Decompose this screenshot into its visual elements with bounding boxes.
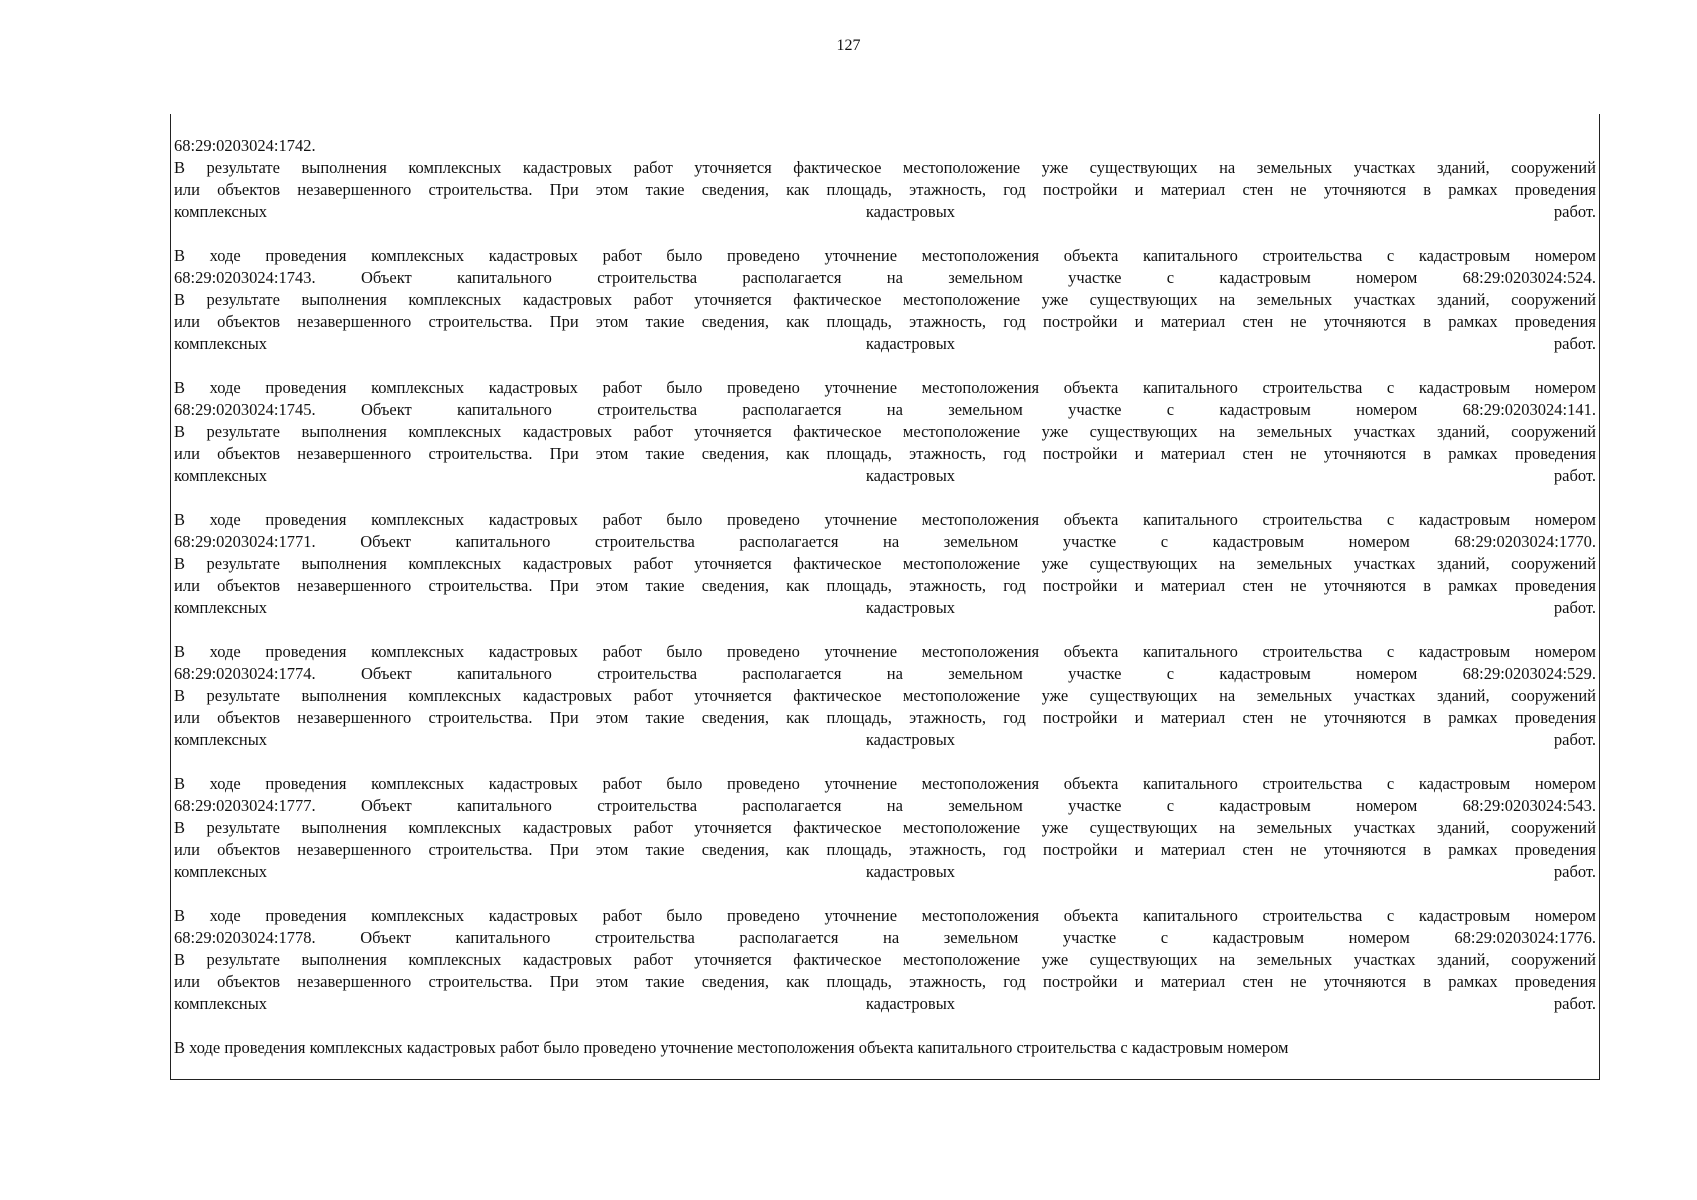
- text-line-split: [174, 333, 1596, 355]
- continuation-paragraph: [174, 135, 1596, 223]
- paragraph-gap: [174, 751, 1596, 773]
- text-line: В ходе проведения комплексных кадастровых работ было проведено уточнение местоположения объекта капитального строительства с кадастровым номером: [174, 510, 1596, 529]
- text-line: или объектов незавершенного строительства. При этом такие сведения, как площадь, этажность, год постройки и материал стен не уточняются в рамках проведения: [174, 312, 1596, 331]
- text-line-split: [174, 993, 1596, 1015]
- word: кадастровых: [865, 202, 956, 221]
- word: работ.: [1553, 862, 1596, 881]
- text-line: В результате выполнения комплексных кадастровых работ уточняется фактическое местоположение уже существующих на земельных участках зданий, сооружений: [174, 158, 1596, 177]
- text-line: или объектов незавершенного строительства. При этом такие сведения, как площадь, этажность, год постройки и материал стен не уточняются в рамках проведения: [174, 444, 1596, 463]
- word: кадастровых: [865, 862, 956, 881]
- text-line: В результате выполнения комплексных кадастровых работ уточняется фактическое местоположение уже существующих на земельных участках зданий, сооружений: [174, 818, 1596, 837]
- word: комплексных: [174, 466, 268, 485]
- word: работ.: [1553, 466, 1596, 485]
- text-line: В ходе проведения комплексных кадастровых работ было проведено уточнение местоположения объекта капитального строительства с кадастровым номером: [174, 1038, 1289, 1057]
- text-line: 68:29:0203024:1771. Объект капитального строительства располагается на земельном участке с кадастровым номером 68:29:0203024:1770.: [174, 532, 1596, 551]
- word: работ.: [1553, 994, 1596, 1013]
- text-line: В результате выполнения комплексных кадастровых работ уточняется фактическое местоположение уже существующих на земельных участках зданий, сооружений: [174, 950, 1596, 969]
- text-line: или объектов незавершенного строительства. При этом такие сведения, как площадь, этажность, год постройки и материал стен не уточняются в рамках проведения: [174, 180, 1596, 199]
- word: кадастровых: [865, 334, 956, 353]
- text-line: В ходе проведения комплексных кадастровых работ было проведено уточнение местоположения объекта капитального строительства с кадастровым номером: [174, 774, 1596, 793]
- paragraph-gap: [174, 883, 1596, 905]
- paragraph: [174, 245, 1596, 355]
- paragraph: [174, 905, 1596, 1015]
- word: комплексных: [174, 334, 268, 353]
- word: комплексных: [174, 202, 268, 221]
- word: кадастровых: [865, 730, 956, 749]
- word: работ.: [1553, 598, 1596, 617]
- content-frame: [170, 114, 1600, 1080]
- text-line: 68:29:0203024:1777. Объект капитального строительства располагается на земельном участке с кадастровым номером 68:29:0203024:543.: [174, 796, 1596, 815]
- final-paragraph: [174, 1037, 1596, 1059]
- text-line: 68:29:0203024:1743. Объект капитального строительства располагается на земельном участке с кадастровым номером 68:29:0203024:524.: [174, 268, 1596, 287]
- text-line: 68:29:0203024:1778. Объект капитального строительства располагается на земельном участке с кадастровым номером 68:29:0203024:1776.: [174, 928, 1596, 947]
- text-line: В ходе проведения комплексных кадастровых работ было проведено уточнение местоположения объекта капитального строительства с кадастровым номером: [174, 642, 1596, 661]
- text-line-split: [174, 597, 1596, 619]
- text-line: или объектов незавершенного строительства. При этом такие сведения, как площадь, этажность, год постройки и материал стен не уточняются в рамках проведения: [174, 708, 1596, 727]
- word: работ.: [1553, 202, 1596, 221]
- paragraph: [174, 773, 1596, 883]
- text-line: В результате выполнения комплексных кадастровых работ уточняется фактическое местоположение уже существующих на земельных участках зданий, сооружений: [174, 686, 1596, 705]
- text-line-split: [174, 729, 1596, 751]
- word: работ.: [1553, 730, 1596, 749]
- word: комплексных: [174, 730, 268, 749]
- paragraph: [174, 377, 1596, 487]
- text-line: или объектов незавершенного строительства. При этом такие сведения, как площадь, этажность, год постройки и материал стен не уточняются в рамках проведения: [174, 840, 1596, 859]
- text-line: В ходе проведения комплексных кадастровых работ было проведено уточнение местоположения объекта капитального строительства с кадастровым номером: [174, 246, 1596, 265]
- word: работ.: [1553, 334, 1596, 353]
- text-line-split: [174, 861, 1596, 883]
- paragraph-gap: [174, 223, 1596, 245]
- text-line-split: [174, 201, 1596, 223]
- text-line: В ходе проведения комплексных кадастровых работ было проведено уточнение местоположения объекта капитального строительства с кадастровым номером: [174, 906, 1596, 925]
- text-line: 68:29:0203024:1745. Объект капитального строительства располагается на земельном участке с кадастровым номером 68:29:0203024:141.: [174, 400, 1596, 419]
- paragraph: [174, 641, 1596, 751]
- page-number: 127: [836, 37, 861, 54]
- text-line: В результате выполнения комплексных кадастровых работ уточняется фактическое местоположение уже существующих на земельных участках зданий, сооружений: [174, 290, 1596, 309]
- word: кадастровых: [865, 598, 956, 617]
- paragraph-gap: [174, 487, 1596, 509]
- document-body: [174, 135, 1596, 1059]
- text-line: или объектов незавершенного строительства. При этом такие сведения, как площадь, этажность, год постройки и материал стен не уточняются в рамках проведения: [174, 972, 1596, 991]
- word: кадастровых: [865, 466, 956, 485]
- word: комплексных: [174, 862, 268, 881]
- text-line: В результате выполнения комплексных кадастровых работ уточняется фактическое местоположение уже существующих на земельных участках зданий, сооружений: [174, 422, 1596, 441]
- text-line-split: [174, 465, 1596, 487]
- word: комплексных: [174, 598, 268, 617]
- text-line: В ходе проведения комплексных кадастровых работ было проведено уточнение местоположения объекта капитального строительства с кадастровым номером: [174, 378, 1596, 397]
- word: комплексных: [174, 994, 268, 1013]
- word: кадастровых: [865, 994, 956, 1013]
- text-line: 68:29:0203024:1774. Объект капитального строительства располагается на земельном участке с кадастровым номером 68:29:0203024:529.: [174, 664, 1596, 683]
- paragraph: [174, 509, 1596, 619]
- paragraph-gap: [174, 1015, 1596, 1037]
- text-line: или объектов незавершенного строительства. При этом такие сведения, как площадь, этажность, год постройки и материал стен не уточняются в рамках проведения: [174, 576, 1596, 595]
- text-line: 68:29:0203024:1742.: [174, 136, 316, 155]
- text-line: В результате выполнения комплексных кадастровых работ уточняется фактическое местоположение уже существующих на земельных участках зданий, сооружений: [174, 554, 1596, 573]
- paragraph-gap: [174, 619, 1596, 641]
- paragraph-gap: [174, 355, 1596, 377]
